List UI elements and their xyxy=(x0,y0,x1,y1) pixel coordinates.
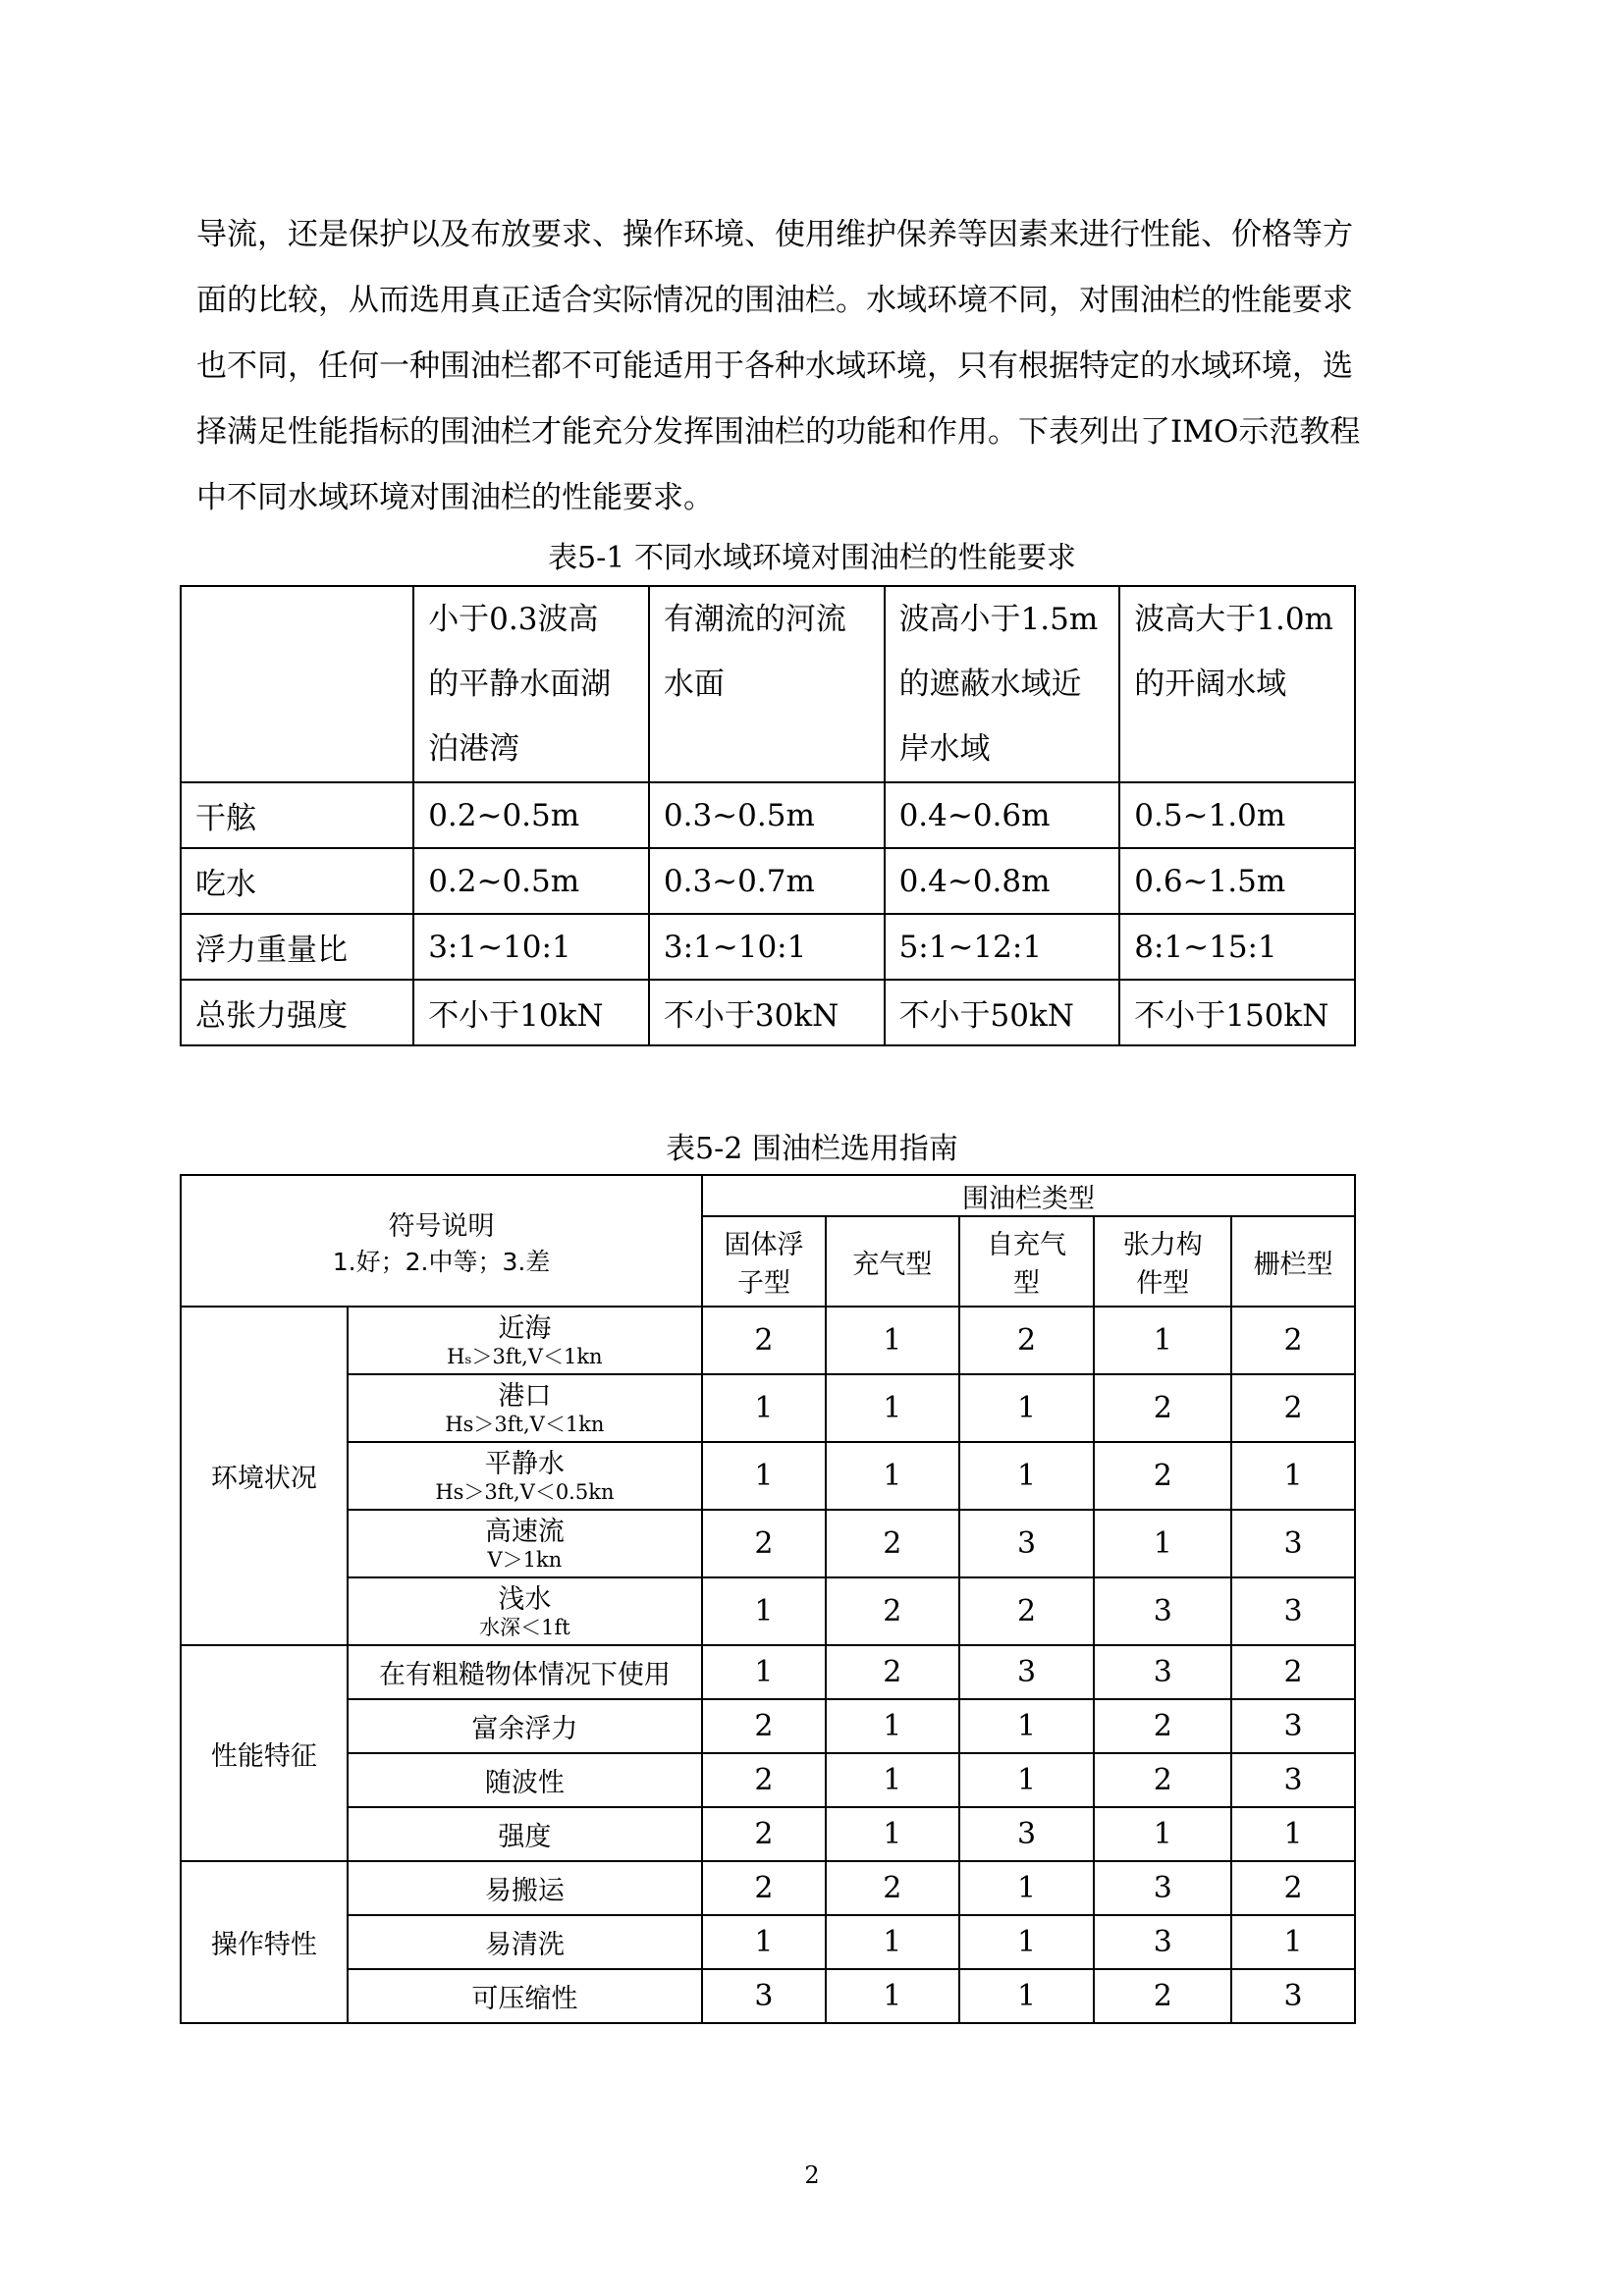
table-cell: 3 xyxy=(1094,1915,1231,1969)
type-line: 张力构 xyxy=(1122,1230,1203,1260)
table-cell: 8:1~15:1 xyxy=(1119,914,1355,980)
row-label: 富余浮力 xyxy=(348,1699,702,1753)
paragraph-line: 面的比较，从而选用真正适合实际情况的围油栏。水域环境不同，对围油栏的性能要求 xyxy=(196,283,1353,318)
condition-label: 平静水 xyxy=(484,1448,565,1479)
row-label: 在有粗糙物体情况下使用 xyxy=(348,1645,702,1699)
table1-header-cell xyxy=(1119,586,1355,782)
table-cell: 2 xyxy=(1231,1645,1355,1699)
table-cell: 不小于30kN xyxy=(649,980,885,1045)
table-cell: 3 xyxy=(959,1645,1095,1699)
table-cell: 不小于50kN xyxy=(885,980,1120,1045)
table-cell: 3 xyxy=(1094,1577,1231,1645)
table-cell: 2 xyxy=(826,1577,959,1645)
header-line: 的遮蔽水域近 xyxy=(898,667,1082,702)
table-cell: 1 xyxy=(826,1307,959,1374)
table-cell: 1 xyxy=(702,1374,826,1442)
table-cell: 0.2~0.5m xyxy=(413,782,649,848)
table-cell: 1 xyxy=(826,1753,959,1807)
table-cell: 1 xyxy=(702,1645,826,1699)
table-row xyxy=(181,782,1355,848)
table-cell: 3 xyxy=(1231,1699,1355,1753)
table-row xyxy=(181,1699,1355,1753)
table-cell: 2 xyxy=(1231,1374,1355,1442)
paragraph-line: 择满足性能指标的围油栏才能充分发挥围油栏的功能和作用。下表列出了IMO示范教程 xyxy=(196,414,1361,450)
table-cell: 3 xyxy=(1231,1577,1355,1645)
table-row xyxy=(181,1577,1355,1645)
row-label xyxy=(348,1510,702,1577)
table-cell: 1 xyxy=(702,1577,826,1645)
table-row xyxy=(181,1753,1355,1807)
condition-sub: Hs＞3ft,V＜0.5kn xyxy=(435,1479,615,1504)
row-label: 浮力重量比 xyxy=(181,914,413,980)
table-cell: 1 xyxy=(959,1699,1095,1753)
table-cell: 1 xyxy=(826,1374,959,1442)
condition-sub: Hs＞3ft,V＜1kn xyxy=(445,1412,605,1436)
table-cell: 3 xyxy=(1231,1510,1355,1577)
table2-caption: 表5-2 围油栏选用指南 xyxy=(666,1132,958,1166)
condition-label: 高速流 xyxy=(484,1516,565,1547)
table1-header-cell xyxy=(413,586,649,782)
table-cell: 1 xyxy=(826,1969,959,2023)
header-line: 的平静水面湖 xyxy=(428,667,612,702)
table-cell: 1 xyxy=(959,1969,1095,2023)
table-cell: 1 xyxy=(959,1753,1095,1807)
type-header xyxy=(826,1216,959,1307)
table-cell: 不小于10kN xyxy=(413,980,649,1045)
row-label: 易清洗 xyxy=(348,1915,702,1969)
table1 xyxy=(180,585,1356,1046)
condition-sub: 水深＜1ft xyxy=(479,1615,570,1639)
table-row xyxy=(181,980,1355,1045)
legend-text: 1.好；2.中等；3.差 xyxy=(332,1247,551,1276)
header-line: 岸水域 xyxy=(898,731,991,767)
table-cell: 0.6~1.5m xyxy=(1119,848,1355,914)
table-cell: 1 xyxy=(959,1861,1095,1915)
condition-sub: Hₛ＞3ft,V＜1kn xyxy=(447,1344,603,1368)
header-line: 水面 xyxy=(663,667,725,702)
paragraph-line: 中不同水域环境对围油栏的性能要求。 xyxy=(196,480,714,515)
table-cell: 0.4~0.6m xyxy=(885,782,1120,848)
table-row xyxy=(181,1915,1355,1969)
table-cell: 2 xyxy=(1094,1753,1231,1807)
paragraph-line: 导流，还是保护以及布放要求、操作环境、使用维护保养等因素来进行性能、价格等方 xyxy=(196,217,1353,252)
row-label: 总张力强度 xyxy=(181,980,413,1045)
table2 xyxy=(180,1174,1356,2024)
table-cell: 1 xyxy=(1094,1510,1231,1577)
row-label: 干舷 xyxy=(181,782,413,848)
legend-cell xyxy=(181,1175,702,1307)
type-line: 子型 xyxy=(736,1268,790,1299)
table-cell: 5:1~12:1 xyxy=(885,914,1120,980)
row-label xyxy=(348,1577,702,1645)
table-cell: 1 xyxy=(702,1442,826,1510)
type-header xyxy=(1094,1216,1231,1307)
header-line: 小于0.3波高 xyxy=(428,602,599,637)
table-row xyxy=(181,1442,1355,1510)
header-line: 泊港湾 xyxy=(428,731,520,767)
table-cell: 0.5~1.0m xyxy=(1119,782,1355,848)
header-line: 波高小于1.5m xyxy=(898,602,1099,637)
table-cell: 2 xyxy=(702,1861,826,1915)
table-cell: 1 xyxy=(826,1699,959,1753)
table-cell: 3:1~10:1 xyxy=(649,914,885,980)
group-label: 性能特征 xyxy=(181,1645,348,1861)
row-label: 强度 xyxy=(348,1807,702,1861)
table-cell: 3 xyxy=(959,1510,1095,1577)
table-row xyxy=(181,1861,1355,1915)
table-cell: 2 xyxy=(1094,1374,1231,1442)
table-cell: 2 xyxy=(702,1753,826,1807)
table-cell: 1 xyxy=(1094,1807,1231,1861)
table-row xyxy=(181,848,1355,914)
table1-corner-cell xyxy=(181,586,413,782)
table-cell: 1 xyxy=(702,1915,826,1969)
row-label xyxy=(348,1374,702,1442)
table-cell: 2 xyxy=(959,1577,1095,1645)
table-row xyxy=(181,1807,1355,1861)
table-cell: 不小于150kN xyxy=(1119,980,1355,1045)
table-cell: 2 xyxy=(702,1699,826,1753)
table-cell: 3 xyxy=(702,1969,826,2023)
header-line: 有潮流的河流 xyxy=(663,602,846,637)
table-cell: 3 xyxy=(959,1807,1095,1861)
table1-caption: 表5-1 不同水域环境对围油栏的性能要求 xyxy=(548,541,1076,575)
table-cell: 2 xyxy=(1094,1969,1231,2023)
type-line: 型 xyxy=(1013,1268,1041,1299)
table-cell: 2 xyxy=(1094,1442,1231,1510)
table-row xyxy=(181,1510,1355,1577)
table-cell: 3:1~10:1 xyxy=(413,914,649,980)
table-cell: 2 xyxy=(702,1307,826,1374)
row-label: 可压缩性 xyxy=(348,1969,702,2023)
table-cell: 0.3~0.7m xyxy=(649,848,885,914)
paragraph-line: 也不同，任何一种围油栏都不可能适用于各种水域环境，只有根据特定的水域环境，选 xyxy=(196,348,1353,384)
type-header xyxy=(959,1216,1095,1307)
table-cell: 0.3~0.5m xyxy=(649,782,885,848)
type-line: 件型 xyxy=(1136,1268,1190,1299)
condition-label: 港口 xyxy=(498,1380,552,1412)
header-line: 波高大于1.0m xyxy=(1134,602,1333,637)
page-number: 2 xyxy=(804,2162,820,2189)
table-row xyxy=(181,914,1355,980)
table-cell: 2 xyxy=(702,1807,826,1861)
table-cell: 1 xyxy=(959,1374,1095,1442)
table-cell: 2 xyxy=(1231,1307,1355,1374)
header-line: 的开阔水域 xyxy=(1134,667,1287,702)
body-paragraph xyxy=(196,202,1443,531)
type-line: 固体浮 xyxy=(724,1230,804,1260)
condition-label: 浅水 xyxy=(498,1583,552,1615)
table1-header-row xyxy=(181,586,1355,782)
type-line: 栅栏型 xyxy=(1253,1249,1333,1280)
table-cell: 2 xyxy=(826,1510,959,1577)
table1-header-cell xyxy=(885,586,1120,782)
table2-header-row xyxy=(181,1175,1355,1216)
row-label xyxy=(348,1442,702,1510)
table-row xyxy=(181,1374,1355,1442)
table-cell: 1 xyxy=(959,1915,1095,1969)
table-cell: 2 xyxy=(1094,1699,1231,1753)
table-cell: 2 xyxy=(826,1861,959,1915)
table-cell: 1 xyxy=(1231,1915,1355,1969)
table-cell: 2 xyxy=(959,1307,1095,1374)
table-cell: 3 xyxy=(1231,1753,1355,1807)
table-cell: 1 xyxy=(826,1915,959,1969)
type-header xyxy=(1231,1216,1355,1307)
legend-title: 符号说明 xyxy=(388,1210,495,1242)
row-label: 吃水 xyxy=(181,848,413,914)
condition-sub: V＞1kn xyxy=(487,1547,563,1572)
table-cell: 2 xyxy=(826,1645,959,1699)
type-header xyxy=(702,1216,826,1307)
table1-header-cell xyxy=(649,586,885,782)
table-row xyxy=(181,1307,1355,1374)
table-cell: 0.2~0.5m xyxy=(413,848,649,914)
row-label xyxy=(348,1307,702,1374)
type-line: 充气型 xyxy=(852,1249,933,1280)
table-cell: 2 xyxy=(702,1510,826,1577)
table-row xyxy=(181,1969,1355,2023)
row-label: 易搬运 xyxy=(348,1861,702,1915)
table-cell: 3 xyxy=(1094,1645,1231,1699)
type-line: 自充气 xyxy=(987,1230,1067,1260)
table-row xyxy=(181,1645,1355,1699)
table-cell: 1 xyxy=(826,1442,959,1510)
table-cell: 1 xyxy=(826,1807,959,1861)
condition-label: 近海 xyxy=(498,1312,552,1344)
table-cell: 0.4~0.8m xyxy=(885,848,1120,914)
group-label: 环境状况 xyxy=(181,1307,348,1645)
table-cell: 2 xyxy=(1231,1861,1355,1915)
group-label: 操作特性 xyxy=(181,1861,348,2023)
table-cell: 1 xyxy=(1231,1807,1355,1861)
table-cell: 3 xyxy=(1094,1861,1231,1915)
table-cell: 1 xyxy=(1231,1442,1355,1510)
table-cell: 3 xyxy=(1231,1969,1355,2023)
table-cell: 1 xyxy=(959,1442,1095,1510)
table-cell: 1 xyxy=(1094,1307,1231,1374)
row-label: 随波性 xyxy=(348,1753,702,1807)
type-group-header: 围油栏类型 xyxy=(702,1175,1355,1216)
